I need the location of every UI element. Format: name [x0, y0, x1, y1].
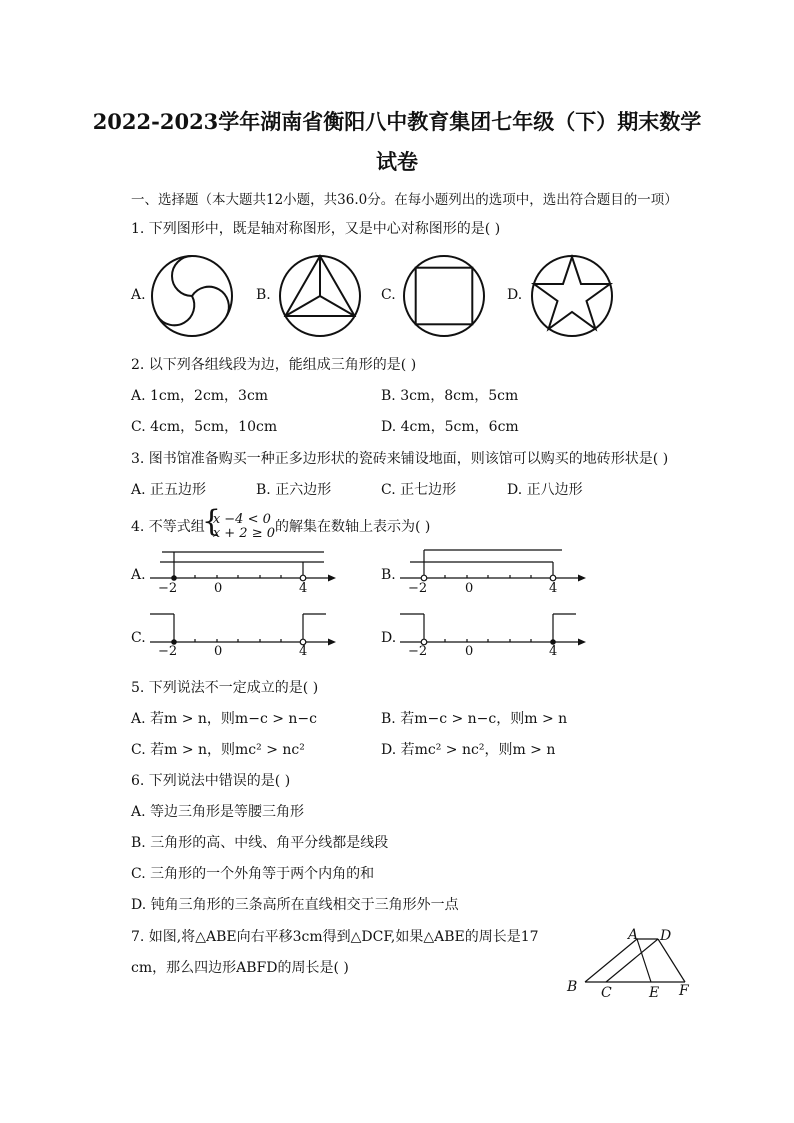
q3-option-b: B. 正六边形: [256, 482, 332, 498]
q5-option-a: A. 若m > n，则m−c > n−c: [131, 711, 317, 727]
question-7-stem-line1: 7. 如图,将△ABE向右平移3cm得到△DCF,如果△ABE的周长是17: [131, 929, 539, 945]
section-heading: 一、选择题（本大题共12小题，共36.0分。在每小题列出的选项中，选出符合题目的一项）: [131, 192, 678, 208]
q4-option-d-label: D.: [381, 630, 397, 646]
q4-inequality-system: [205, 513, 275, 541]
q7-point-f: F: [679, 983, 689, 999]
question-2-stem: 2. 以下列各组线段为边，能组成三角形的是( ): [131, 357, 417, 373]
q4a-tick-0: 0: [214, 581, 223, 596]
q4a-tick-neg2: −2: [158, 581, 178, 596]
q5-option-b: B. 若m−c > n−c，则m > n: [381, 711, 568, 727]
q1-figure-d: [530, 254, 614, 338]
q3-option-d: D. 正八边形: [507, 482, 583, 498]
q4-stem-pre: 4. 不等式组: [131, 519, 205, 535]
q4d-tick-0: 0: [465, 644, 474, 659]
q4-ineq-1: { x −4 < 0: [212, 512, 271, 527]
question-4-stem: [131, 513, 430, 541]
q4-stem-post: 的解集在数轴上表示为( ): [275, 519, 431, 535]
q5-option-c: C. 若m > n，则mc² > nc²: [131, 742, 305, 758]
q1-option-c-label: C.: [381, 287, 396, 303]
page-title: 2022-2023学年湖南省衡阳八中教育集团七年级（下）期末数学: [92, 109, 702, 134]
q4a-tick-4: 4: [299, 581, 308, 596]
question-5-stem: 5. 下列说法不一定成立的是( ): [131, 680, 319, 696]
q4-option-b-label: B.: [381, 567, 396, 583]
q6-option-a: A. 等边三角形是等腰三角形: [131, 804, 305, 820]
q7-point-b: B: [567, 979, 578, 995]
q6-option-c: C. 三角形的一个外角等于两个内角的和: [131, 866, 375, 882]
question-6-stem: 6. 下列说法中错误的是( ): [131, 773, 291, 789]
q4-ineq-2: x + 2 ≥ 0: [212, 526, 276, 541]
q5-option-d: D. 若mc² > nc²，则m > n: [381, 742, 556, 758]
q2-option-a: A. 1cm，2cm，3cm: [131, 388, 269, 404]
q4d-tick-4: 4: [549, 644, 558, 659]
q7-point-e: E: [649, 985, 660, 1001]
q4b-tick-neg2: −2: [408, 581, 428, 596]
q1-option-b-label: B.: [256, 287, 271, 303]
q6-option-d: D. 钝角三角形的三条高所在直线相交于三角形外一点: [131, 897, 459, 913]
q4b-tick-0: 0: [465, 581, 474, 596]
question-1-stem: 1. 下列图形中，既是轴对称图形，又是中心对称图形的是( ): [131, 221, 501, 237]
q4-option-c-label: C.: [131, 630, 146, 646]
q2-option-b: B. 3cm，8cm，5cm: [381, 388, 519, 404]
q7-point-a: A: [628, 927, 639, 943]
q3-option-a: A. 正五边形: [131, 482, 207, 498]
q2-option-c: C. 4cm，5cm，10cm: [131, 419, 278, 435]
q1-figure-b: [278, 254, 362, 338]
q1-figure-c: [402, 254, 486, 338]
q4-option-a-label: A.: [131, 567, 146, 583]
q4-numberline-c: [150, 610, 340, 670]
q2-option-d: D. 4cm，5cm，6cm: [381, 419, 519, 435]
q6-option-b: B. 三角形的高、中线、角平分线都是线段: [131, 835, 389, 851]
q4d-tick-neg2: −2: [408, 644, 428, 659]
q4-numberline-b: [400, 548, 590, 608]
q7-point-c: C: [601, 985, 612, 1001]
q1-figure-a: [150, 254, 234, 338]
page-title-line2: 试卷: [376, 149, 418, 174]
q4c-tick-0: 0: [214, 644, 223, 659]
question-3-stem: 3. 图书馆准备购买一种正多边形状的瓷砖来铺设地面，则该馆可以购买的地砖形状是( ): [131, 451, 669, 467]
q1-option-d-label: D.: [507, 287, 523, 303]
question-7-stem-line2: cm，那么四边形ABFD的周长是( ): [131, 960, 349, 976]
q4-numberline-a: [150, 548, 340, 608]
q1-option-a-label: A.: [131, 287, 146, 303]
q3-option-c: C. 正七边形: [381, 482, 457, 498]
q4c-tick-4: 4: [299, 644, 308, 659]
q7-point-d: D: [660, 928, 672, 944]
q4c-tick-neg2: −2: [158, 644, 178, 659]
q4-numberline-d: [400, 610, 590, 670]
q4b-tick-4: 4: [549, 581, 558, 596]
